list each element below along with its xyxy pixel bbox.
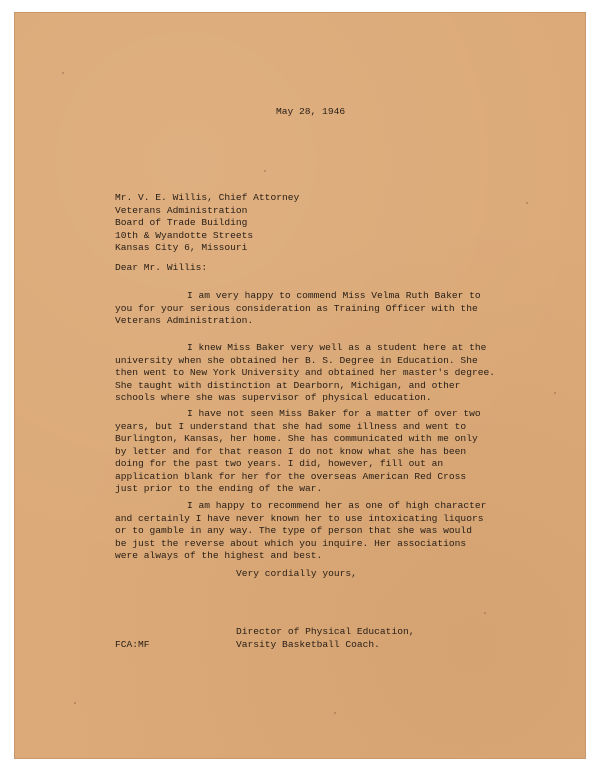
- paragraph-4: [115, 500, 515, 563]
- complimentary-close: Very cordially yours,: [236, 568, 357, 579]
- paragraph-1: [115, 290, 515, 328]
- paragraph-line: Veterans Administration.: [115, 315, 254, 326]
- paper-speck: [554, 392, 556, 394]
- signature-line: Director of Physical Education,: [236, 626, 415, 637]
- signature-line: Varsity Basketball Coach.: [236, 638, 380, 650]
- paragraph-line: doing for the past two years. I did, however, fill out an: [115, 458, 444, 469]
- paragraph-3: [115, 408, 515, 496]
- address-line: Veterans Administration: [115, 204, 248, 216]
- address-line: Board of Trade Building: [115, 217, 248, 228]
- paragraph-line: application blank for her for the overseas American Red Cross: [115, 470, 467, 482]
- paragraph-line: university when she obtained her B. S. Degree in Education. She: [115, 354, 478, 366]
- address-line: Mr. V. E. Willis, Chief Attorney: [115, 192, 300, 203]
- paragraph-line: I knew Miss Baker very well as a student here at the: [187, 342, 487, 353]
- paragraph-line: and certainly I have never known her to use intoxicating liquors: [115, 512, 484, 524]
- letter-paper: [14, 12, 586, 759]
- salutation: Dear Mr. Willis:: [115, 262, 208, 273]
- paragraph-line: be just the reverse about which you inquire. Her associations: [115, 537, 467, 549]
- paragraph-line: I am very happy to commend Miss Velma Ruth Baker to: [187, 290, 481, 301]
- paragraph-line: by letter and for that reason I do not know what she has been: [115, 445, 467, 457]
- address-line: Kansas City 6, Missouri: [115, 242, 248, 253]
- paragraph-line: then went to New York University and obtained her master's degree.: [115, 367, 495, 378]
- paragraph-line: just prior to the ending of the war.: [115, 483, 323, 494]
- paper-speck: [334, 712, 336, 714]
- paper-speck: [154, 452, 156, 454]
- signature-block: [236, 626, 414, 651]
- paragraph-line: years, but I understand that she had some illness and went to: [115, 420, 467, 432]
- paragraph-line: schools where she was supervisor of physical education.: [115, 392, 432, 403]
- paragraph-line: or to gamble in any way. The type of person that she was would: [115, 525, 472, 536]
- address-line: 10th & Wyandotte Streets: [115, 229, 254, 241]
- letter-date: May 28, 1946: [276, 106, 346, 117]
- paragraph-line: were always of the highest and best.: [115, 550, 323, 561]
- paragraph-line: I am happy to recommend her as one of high character: [187, 500, 487, 511]
- paragraph-2: [115, 342, 515, 405]
- paper-speck: [74, 702, 76, 704]
- paragraph-line: I have not seen Miss Baker for a matter of over two: [187, 408, 481, 419]
- paragraph-line: She taught with distinction at Dearborn, Michigan, and other: [115, 379, 461, 391]
- letter-body: [14, 12, 586, 759]
- paragraph-line: you for your serious consideration as Training Officer with the: [115, 302, 478, 314]
- paper-speck: [484, 612, 486, 614]
- paper-speck: [264, 170, 266, 172]
- recipient-address: [115, 192, 299, 255]
- paper-speck: [62, 72, 64, 74]
- paragraph-line: Burlington, Kansas, her home. She has communicated with me only: [115, 433, 478, 444]
- reference-initials: FCA:MF: [115, 639, 150, 650]
- paper-speck: [526, 202, 528, 204]
